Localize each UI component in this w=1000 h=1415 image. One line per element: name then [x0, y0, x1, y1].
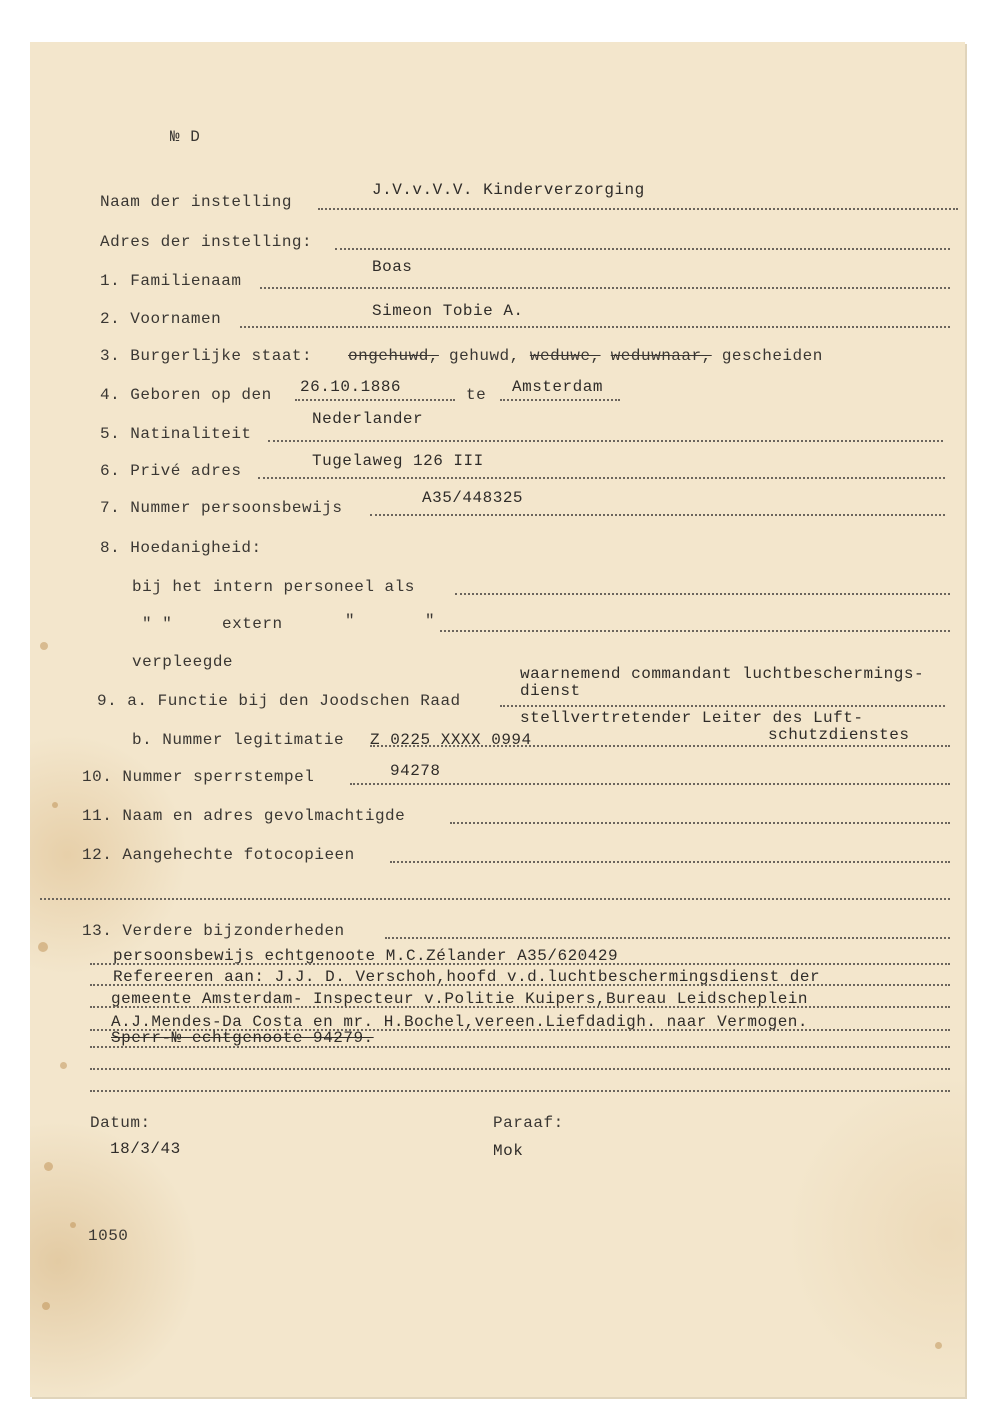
geboren-label: 4. Geboren op den [100, 386, 272, 404]
option-gescheiden: gescheiden [721, 347, 823, 365]
adres-label: Adres der instelling: [100, 233, 313, 251]
persoonsbewijs-value: A35/448325 [422, 489, 524, 507]
nationaliteit-label: 5. Natinaliteit [100, 425, 252, 443]
instelling-value: J.V.v.V.V. Kinderverzorging [372, 181, 645, 199]
option-weduwe: weduwe, [529, 347, 601, 365]
geboren-place: Amsterdam [512, 378, 603, 396]
bijzonderheden-line: gemeente Amsterdam- Inspecteur v.Politie Kuipers,Bureau Leidscheplein [111, 990, 809, 1008]
sperrstempel-line [350, 783, 950, 785]
voornamen-value: Simeon Tobie A. [372, 302, 524, 320]
bijzonderheden-rule [90, 963, 950, 965]
bijzonderheden-rule [90, 1090, 950, 1092]
verpleegde-label: verpleegde [132, 653, 234, 671]
functie-line [500, 705, 945, 707]
familienaam-line [260, 287, 950, 289]
stain [52, 802, 58, 808]
gevolmachtigde-line [450, 822, 950, 824]
geboren-te-label: te [466, 386, 487, 404]
option-gehuwd: gehuwd, [449, 347, 520, 365]
option-ongehuwd: ongehuwd, [348, 347, 439, 365]
sperrstempel-value: 94278 [390, 762, 441, 780]
bijzonderheden-rule [90, 1046, 950, 1048]
paraaf-label: Paraaf: [493, 1114, 564, 1132]
prive-adres-line [258, 477, 945, 479]
functie-value-4: schutzdienstes [768, 726, 910, 744]
prive-adres-label: 6. Privé adres [100, 462, 242, 480]
bijzonderheden-rule [90, 1006, 950, 1008]
datum-value: 18/3/43 [110, 1140, 181, 1158]
intern-line [455, 593, 950, 595]
bijzonderheden-line: Sperr-№ echtgenoote 94279. [111, 1029, 374, 1047]
stain [70, 1222, 76, 1228]
functie-value-2: dienst [520, 682, 581, 700]
familienaam-label: 1. Familienaam [100, 272, 242, 290]
bijzonderheden-line: persoonsbewijs echtgenoote M.C.Zélander A35/620429 [113, 947, 619, 965]
bijzonderheden-line: A.J.Mendes-Da Costa en mr. H.Bochel,vereen.Liefdadigh. naar Vermogen. [111, 1013, 809, 1031]
prive-adres-value: Tugelaweg 126 III [312, 452, 484, 470]
extern-line [440, 630, 950, 632]
adres-line [335, 248, 950, 250]
geboren-place-line [500, 399, 620, 401]
familienaam-value: Boas [372, 258, 413, 276]
extern-label: extern [222, 615, 283, 633]
voornamen-label: 2. Voornamen [100, 310, 222, 328]
stain [40, 642, 48, 650]
datum-label: Datum: [90, 1114, 151, 1132]
sperrstempel-label: 10. Nummer sperrstempel [82, 768, 315, 786]
legitimatie-label: b. Nummer legitimatie [132, 731, 345, 749]
persoonsbewijs-label: 7. Nummer persoonsbewijs [100, 499, 343, 517]
stain [44, 1162, 53, 1171]
geboren-date-line [295, 399, 455, 401]
voornamen-line [240, 326, 950, 328]
fotocopieen-line [390, 861, 950, 863]
legitimatie-value: Z 0225 XXXX 0994 [370, 731, 532, 749]
instelling-line [318, 208, 958, 210]
nationaliteit-line [268, 440, 943, 442]
instelling-label: Naam der instelling [100, 193, 292, 211]
legitimatie-line [370, 745, 950, 747]
intern-label: bij het intern personeel als [132, 578, 415, 596]
bijzonderheden-label: 13. Verdere bijzonderheden [82, 922, 345, 940]
functie-label: 9. a. Functie bij den Joodschen Raad [97, 692, 461, 710]
hoedanigheid-label: 8. Hoedanigheid: [100, 539, 262, 557]
extern-quote-1: " " [142, 615, 173, 633]
bijzonderheden-rule [90, 984, 950, 986]
nationaliteit-value: Nederlander [312, 410, 424, 428]
bijzonderheden-line-0 [385, 937, 950, 939]
functie-value-1: waarnemend commandant luchtbeschermings- [520, 665, 925, 683]
burgerlijke-staat-label: 3. Burgerlijke staat: [100, 347, 313, 365]
stain [42, 1302, 50, 1310]
stain [60, 1062, 67, 1069]
page-number: 1050 [88, 1227, 129, 1245]
paraaf-value: Mok [493, 1142, 524, 1160]
functie-value-3: stellvertretender Leiter des Luft- [520, 709, 864, 727]
fotocopieen-label: 12. Aangehechte fotocopieen [82, 846, 355, 864]
gevolmachtigde-label: 11. Naam en adres gevolmachtigde [82, 807, 406, 825]
stain [935, 1342, 942, 1349]
option-weduwnaar: weduwnaar, [610, 347, 712, 365]
form-number: № D [170, 128, 201, 146]
stain [38, 942, 48, 952]
extern-quote-3: " [425, 612, 436, 630]
geboren-date: 26.10.1886 [300, 378, 402, 396]
persoonsbewijs-line [370, 514, 945, 516]
bijzonderheden-line: Refereeren aan: J.J. D. Verschoh,hoofd v.d.luchtbeschermingsdienst der [113, 968, 821, 986]
staat-options [348, 347, 823, 365]
bijzonderheden-rule [90, 1068, 950, 1070]
extern-quote-2: " [345, 612, 356, 630]
separator-line [40, 898, 950, 900]
